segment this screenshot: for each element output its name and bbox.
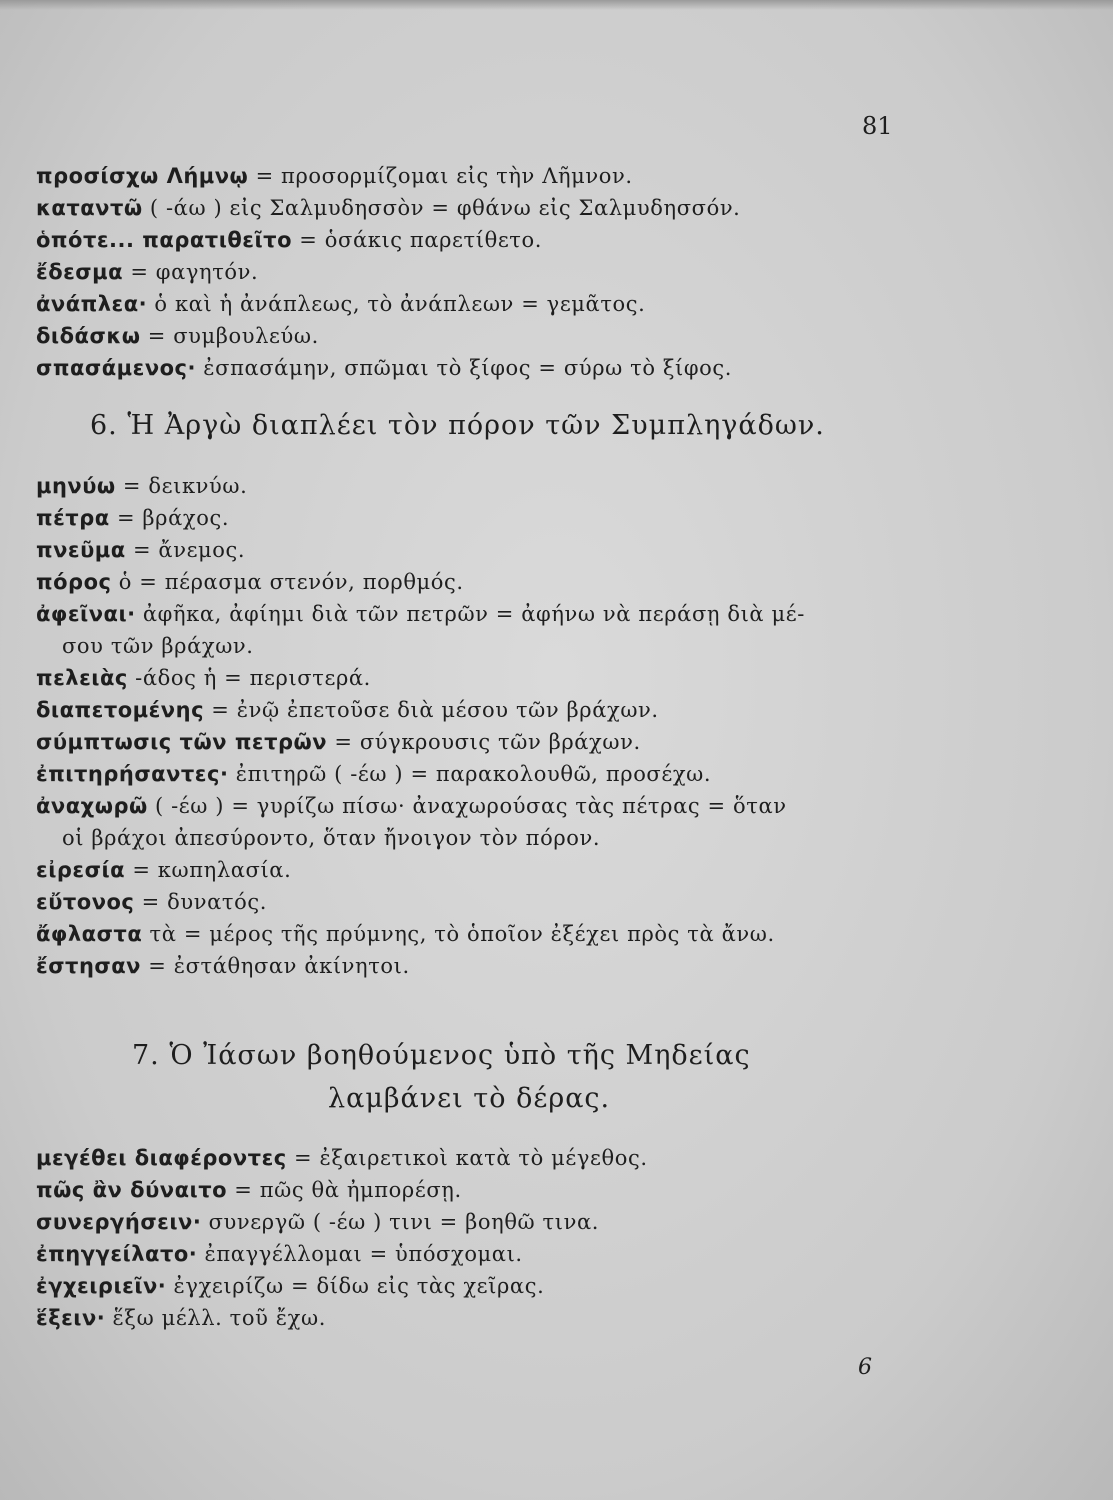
glossary-definition: τὰ = μέρος τῆς πρύμνης, τὸ ὁποῖον ἐξέχει πρὸς τὰ ἄνω.	[142, 922, 775, 946]
scan-edge	[0, 0, 1113, 10]
glossary-definition: = σύγκρουσις τῶν βράχων.	[327, 730, 641, 754]
glossary-definition: = ἐστάθησαν ἀκίνητοι.	[140, 954, 410, 978]
glossary-term: πόρος	[36, 570, 112, 594]
glossary-entry	[36, 662, 916, 694]
glossary-definition: ἐσπασάμην, σπῶμαι τὸ ξίφος = σύρω τὸ ξίφος.	[195, 356, 733, 380]
glossary-entry	[36, 822, 916, 854]
section-heading-6: 6. Ἡ Ἀργὼ διαπλέει τὸν πόρον τῶν Συμπληγάδων.	[90, 410, 825, 441]
glossary-entry	[36, 1238, 916, 1270]
glossary-definition: = προσορμίζομαι εἰς τὴν Λῆμνον.	[248, 164, 633, 188]
glossary-entry	[36, 160, 916, 192]
glossary-definition: = κωπηλασία.	[125, 858, 292, 882]
glossary-entry	[36, 630, 916, 662]
glossary-term: ἐγχειριεῖν·	[36, 1274, 167, 1298]
glossary-entry	[36, 950, 916, 982]
glossary-definition: ὁ = πέρασμα στενόν, πορθμός.	[111, 570, 464, 594]
glossary-definition: = συμβουλεύω.	[140, 324, 319, 348]
glossary-definition: -άδος ἡ = περιστερά.	[127, 666, 371, 690]
glossary-term: ἔδεσμα	[36, 260, 124, 284]
glossary-definition: = ἐξαιρετικοὶ κατὰ τὸ μέγεθος.	[286, 1146, 648, 1170]
glossary-term: πελειὰς	[36, 666, 128, 690]
glossary-term: εἰρεσία	[36, 858, 126, 882]
glossary-definition: ἀφῆκα, ἀφίημι διὰ τῶν πετρῶν = ἀφήνω νὰ περάσῃ διὰ μέ-	[135, 602, 805, 626]
glossary-entry	[36, 288, 916, 320]
glossary-entry	[36, 224, 916, 256]
glossary-term: διδάσκω	[36, 324, 141, 348]
glossary-term: πέτρα	[36, 506, 110, 530]
glossary-block-1	[36, 160, 916, 384]
glossary-term: ἀνάπλεα·	[36, 292, 148, 316]
glossary-entry	[36, 886, 916, 918]
glossary-entry	[36, 320, 916, 352]
glossary-definition: σου τῶν βράχων.	[62, 634, 254, 658]
glossary-term: πνεῦμα	[36, 538, 126, 562]
glossary-term: εὔτονος	[36, 890, 135, 914]
glossary-entry	[36, 918, 916, 950]
glossary-definition: ( -άω ) εἰς Σαλμυδησσὸν = φθάνω εἰς Σαλμυδησσόν.	[142, 196, 741, 220]
glossary-entry	[36, 694, 916, 726]
glossary-term: συνεργήσειν·	[36, 1210, 202, 1234]
glossary-entry	[36, 1142, 916, 1174]
glossary-term: πῶς ἂν δύναιτο	[36, 1178, 228, 1202]
glossary-entry	[36, 566, 916, 598]
glossary-term: ἀναχωρῶ	[36, 794, 148, 818]
glossary-block-2	[36, 470, 916, 982]
glossary-term: σπασάμενος·	[36, 356, 196, 380]
glossary-term: προσίσχω Λήμνῳ	[36, 164, 249, 188]
glossary-entry	[36, 1174, 916, 1206]
glossary-entry	[36, 790, 916, 822]
glossary-definition: = δεικνύω.	[115, 474, 248, 498]
glossary-entry	[36, 470, 916, 502]
glossary-term: ἕξειν·	[36, 1306, 106, 1330]
glossary-entry	[36, 1206, 916, 1238]
glossary-term: ἔστησαν	[36, 954, 141, 978]
glossary-definition: = πῶς θὰ ἠμπορέσῃ.	[227, 1178, 462, 1202]
glossary-definition: συνεργῶ ( -έω ) τινι = βοηθῶ τινα.	[201, 1210, 600, 1234]
page-number: 81	[862, 112, 893, 140]
glossary-term: μεγέθει διαφέροντες	[36, 1146, 287, 1170]
glossary-entry	[36, 192, 916, 224]
glossary-definition: = δυνατός.	[134, 890, 267, 914]
glossary-definition: ἐγχειρίζω = δίδω εἰς τὰς χεῖρας.	[166, 1274, 545, 1298]
glossary-definition: = ἄνεμος.	[125, 538, 246, 562]
glossary-definition: ( -έω ) = γυρίζω πίσω· ἀναχωρούσας τὰς πέτρας = ὅταν	[147, 794, 787, 818]
section-heading-7-line2: λαμβάνει τὸ δέρας.	[328, 1083, 611, 1114]
glossary-term: διαπετομένης	[36, 698, 205, 722]
glossary-definition: ἐπαγγέλλομαι = ὑπόσχομαι.	[197, 1242, 523, 1266]
glossary-definition: ἐπιτηρῶ ( -έω ) = παρακολουθῶ, προσέχω.	[228, 762, 712, 786]
glossary-definition: = ἐνῷ ἐπετοῦσε διὰ μέσου τῶν βράχων.	[204, 698, 659, 722]
glossary-block-3	[36, 1142, 916, 1334]
glossary-definition: ὁ καὶ ἡ ἀνάπλεως, τὸ ἀνάπλεων = γεμᾶτος.	[147, 292, 646, 316]
glossary-entry	[36, 854, 916, 886]
glossary-entry	[36, 256, 916, 288]
section-heading-7-line1: 7. Ὁ Ἰάσων βοηθούμενος ὑπὸ τῆς Μηδείας	[132, 1040, 751, 1071]
glossary-entry	[36, 598, 916, 630]
glossary-entry	[36, 502, 916, 534]
signature-mark: 6	[858, 1355, 872, 1380]
glossary-term: καταντῶ	[36, 196, 143, 220]
glossary-term: ἀφεῖναι·	[36, 602, 136, 626]
glossary-entry	[36, 726, 916, 758]
glossary-definition: = βράχος.	[109, 506, 230, 530]
glossary-entry	[36, 1302, 916, 1334]
glossary-term: σύμπτωσις τῶν πετρῶν	[36, 730, 328, 754]
glossary-entry	[36, 1270, 916, 1302]
glossary-entry	[36, 758, 916, 790]
glossary-definition: ἕξω μέλλ. τοῦ ἔχω.	[105, 1306, 326, 1330]
glossary-definition: = φαγητόν.	[123, 260, 259, 284]
glossary-definition: οἱ βράχοι ἀπεσύροντο, ὅταν ἤνοιγον τὸν πόρον.	[62, 826, 601, 850]
glossary-definition: = ὁσάκις παρετίθετο.	[292, 228, 543, 252]
glossary-entry	[36, 352, 916, 384]
glossary-term: ἄφλαστα	[36, 922, 143, 946]
glossary-term: ἐπιτηρήσαντες·	[36, 762, 229, 786]
glossary-entry	[36, 534, 916, 566]
glossary-term: ἐπηγγείλατο·	[36, 1242, 198, 1266]
glossary-term: μηνύω	[36, 474, 116, 498]
glossary-term: ὁπότε... παρατιθεῖτο	[36, 228, 293, 252]
